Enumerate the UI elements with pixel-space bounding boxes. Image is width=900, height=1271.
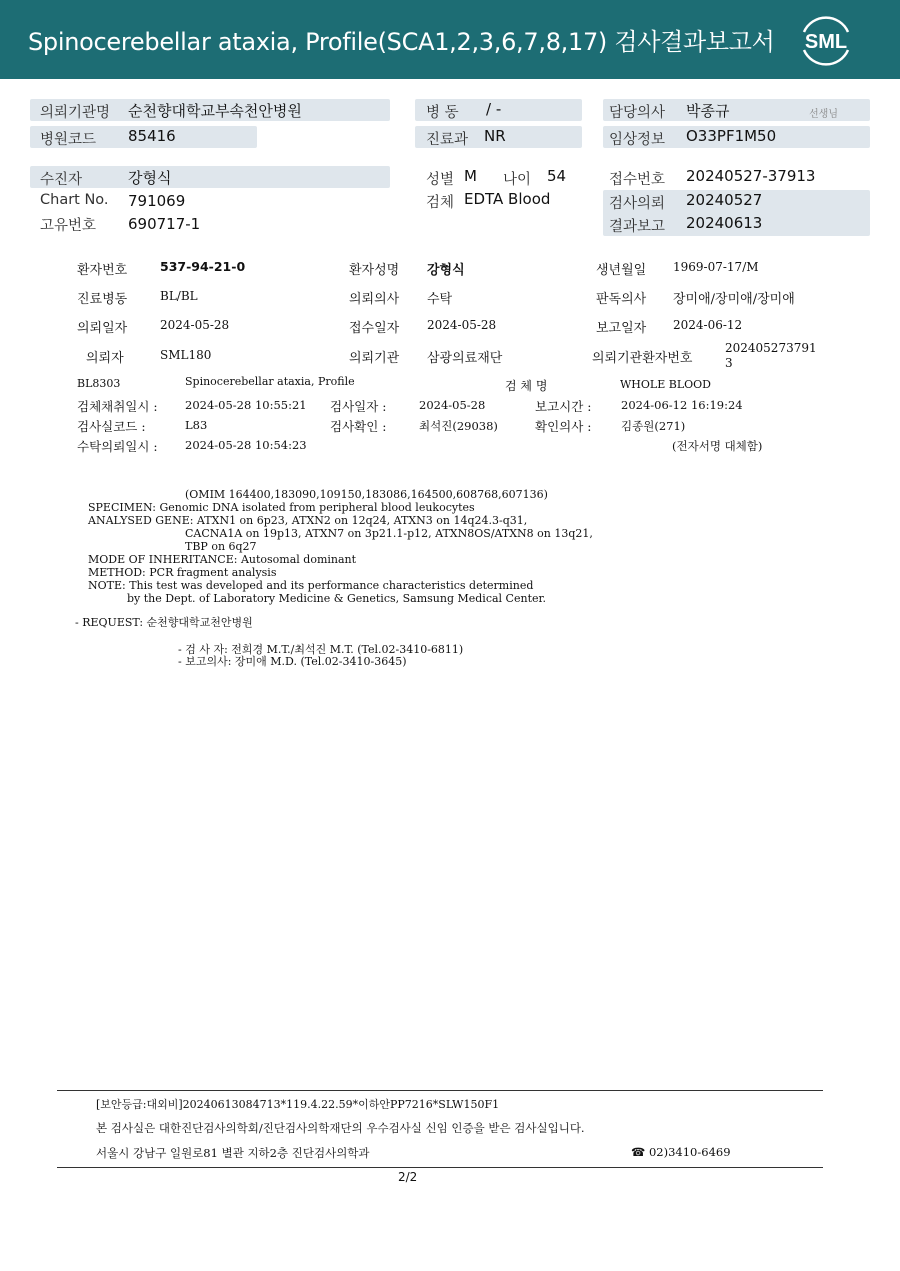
method-line: METHOD: PCR fragment analysis — [88, 566, 277, 579]
note-line-2: by the Dept. of Laboratory Medicine & Genetics, Samsung Medical Center. — [127, 592, 547, 605]
doctor-suffix: 선생님 — [809, 109, 838, 120]
test-name: Spinocerebellar ataxia, Profile — [185, 375, 355, 388]
reporttime-value: 2024-06-12 16:19:24 — [621, 398, 743, 412]
birth-label: 생년월일 — [596, 263, 647, 278]
omim-line: (OMIM 164400,183090,109150,183086,164500,608768,607136) — [185, 488, 548, 501]
req-doctor-label: 의뢰의사 — [349, 292, 400, 307]
doctor-value: 박종규 — [686, 102, 730, 120]
inst-patient-no-value-cont: 3 — [725, 356, 733, 370]
req-inst-label: 의뢰기관 — [349, 351, 400, 366]
specimen-line: SPECIMEN: Genomic DNA isolated from peripheral blood leukocytes — [88, 501, 475, 514]
birth-value: 1969-07-17/M — [673, 260, 759, 274]
age-label: 나이 — [503, 172, 532, 188]
request-label: 검사의뢰 — [609, 196, 666, 212]
patient-no-value: 537-94-21-0 — [160, 259, 246, 274]
requester-value: SML180 — [160, 348, 212, 362]
reader-label: 판독의사 — [596, 292, 647, 307]
request-line: - REQUEST: 순천향대학교천안병원 — [75, 616, 253, 629]
gene-line-2: CACNA1A on 19p13, ATXN7 on 3p21.1-p12, ATXN8OS/ATXN8 on 13q21, — [185, 527, 593, 540]
tester-line: - 검 사 자: 전희경 M.T./최석진 M.T. (Tel.02-3410-6811) — [178, 643, 464, 656]
confirmdoc-label: 확인의사 : — [535, 419, 592, 434]
testdate-label: 검사일자 : — [330, 399, 387, 414]
req-date-label: 의뢰일자 — [77, 321, 128, 336]
lab-value: L83 — [185, 418, 208, 432]
receipt-label: 접수번호 — [609, 172, 666, 188]
patient-name-value: 강형식 — [427, 263, 465, 278]
patient-box — [30, 166, 390, 188]
esign-note: (전자서명 대체함) — [672, 439, 763, 453]
hospital-label: 의뢰기관명 — [40, 105, 111, 121]
confirm-value: 최석진(29038) — [419, 419, 498, 433]
requester-label: 의뢰자 — [86, 351, 124, 366]
reader-value: 장미애/장미애/장미애 — [673, 292, 795, 307]
report-doctor-line: - 보고의사: 장미애 M.D. (Tel.02-3410-3645) — [178, 655, 407, 668]
confirm-label: 검사확인 : — [330, 419, 387, 434]
ward-value: / - — [486, 100, 502, 118]
rec-date-label: 접수일자 — [349, 321, 400, 336]
inst-patient-no-label: 의뢰기관환자번호 — [592, 351, 693, 366]
rep-date-label: 보고일자 — [596, 321, 647, 336]
rep-date-value: 2024-06-12 — [673, 318, 743, 332]
note-line-1: NOTE: This test was developed and its performance characteristics determined — [88, 579, 534, 592]
req-inst-value: 삼광의료재단 — [427, 351, 503, 366]
chart-label: Chart No. — [40, 192, 109, 208]
clinical-value: O33PF1M50 — [686, 127, 777, 145]
dept-value: NR — [484, 127, 506, 145]
req-date-value: 2024-05-28 — [160, 318, 230, 332]
footer-divider-top — [57, 1090, 823, 1091]
sex-label: 성별 — [426, 172, 455, 188]
specimen-name-label: 검 체 명 — [505, 379, 548, 393]
receipt-value: 20240527-37913 — [686, 167, 816, 185]
age-value: 54 — [547, 167, 567, 185]
dept-label: 진료과 — [426, 132, 469, 148]
patient-name-label: 환자성명 — [349, 263, 400, 278]
code-value: 85416 — [128, 127, 176, 145]
patient-value: 강형식 — [128, 169, 172, 187]
clinical-label: 임상정보 — [609, 132, 666, 148]
page-title: Spinocerebellar ataxia, Profile(SCA1,2,3,6,7,8,17) 검사결과보고서 — [28, 28, 775, 56]
page-number: 2/2 — [398, 1170, 418, 1184]
chart-value: 791069 — [128, 192, 186, 210]
confirmdoc-value: 김종원(271) — [621, 419, 686, 433]
specimen-label: 검체 — [426, 195, 455, 211]
testdate-value: 2024-05-28 — [419, 398, 486, 412]
inheritance-line: MODE OF INHERITANCE: Autosomal dominant — [88, 553, 357, 566]
reporttime-label: 보고시간 : — [535, 399, 592, 414]
ward-r-value: BL/BL — [160, 289, 198, 303]
gene-line-3: TBP on 6q27 — [185, 540, 257, 553]
collect-value: 2024-05-28 10:55:21 — [185, 398, 307, 412]
consign-value: 2024-05-28 10:54:23 — [185, 438, 307, 452]
sex-value: M — [464, 167, 477, 185]
req-doctor-value: 수탁 — [427, 292, 453, 307]
specimen-value: EDTA Blood — [464, 190, 551, 208]
result-value: 20240613 — [686, 214, 763, 232]
lab-label: 검사실코드 : — [77, 419, 146, 434]
result-label: 결과보고 — [609, 219, 666, 235]
address-line: 서울시 강남구 일원로81 별관 지하2층 진단검사의학과 — [96, 1146, 370, 1160]
footer-divider-bottom — [57, 1167, 823, 1168]
ward-label: 병 동 — [426, 105, 459, 121]
header-bar — [0, 0, 900, 79]
unique-label: 고유번호 — [40, 218, 97, 234]
phone-line: ☎ 02)3410-6469 — [631, 1145, 731, 1159]
patient-no-label: 환자번호 — [77, 263, 128, 278]
security-line: [보안등급:대외비]20240613084713*119.4.22.59*이하안PP7216*SLW150F1 — [96, 1098, 500, 1111]
gene-line-1: ANALYSED GENE: ATXN1 on 6p23, ATXN2 on 12q24, ATXN3 on 14q24.3-q31, — [88, 514, 528, 527]
ward-r-label: 진료병동 — [77, 292, 128, 307]
hospital-value: 순천향대학교부속천안병원 — [128, 102, 302, 120]
collect-label: 검체채취일시 : — [77, 399, 158, 414]
logo-text: SML — [804, 31, 848, 53]
patient-label: 수진자 — [40, 172, 83, 188]
unique-value: 690717-1 — [128, 215, 201, 233]
sml-logo — [798, 14, 854, 66]
cert-line: 본 검사실은 대한진단검사의학회/진단검사의학재단의 우수검사실 신임 인증을 받은 검사실입니다. — [96, 1121, 585, 1135]
doctor-label: 담당의사 — [609, 105, 666, 121]
specimen-name-value: WHOLE BLOOD — [620, 378, 711, 391]
consign-label: 수탁의뢰일시 : — [77, 439, 158, 454]
code-label: 병원코드 — [40, 132, 97, 148]
test-code: BL8303 — [77, 377, 121, 390]
rec-date-value: 2024-05-28 — [427, 318, 497, 332]
inst-patient-no-value: 202405273791 — [725, 341, 817, 355]
request-value: 20240527 — [686, 191, 763, 209]
